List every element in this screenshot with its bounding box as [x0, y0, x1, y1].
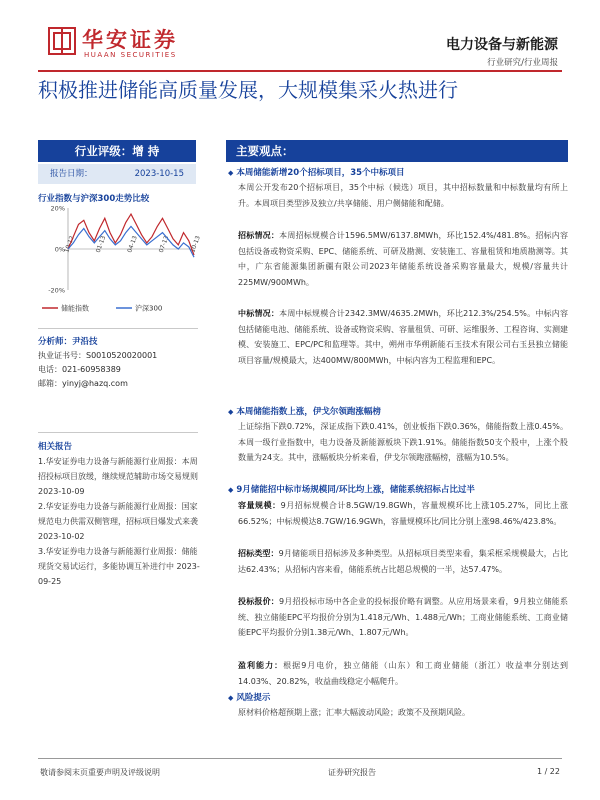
tender-type-text: 9月储能项目招标涉及多种类型。从招标项目类型来看，集采框采规模最大，占比达62.43%；从招标内容来看，储能系统占比超总规模的一半，达57.47%。 — [238, 549, 569, 574]
award-paragraph — [238, 306, 568, 368]
analyst-phone: 电话：021-60958389 — [38, 365, 121, 374]
tender-paragraph — [238, 228, 568, 290]
analyst-name: 分析师：尹沿技 — [38, 337, 98, 347]
related-reports-heading: 相关报告 — [38, 442, 73, 452]
section-3-title: ◆ 9月储能招中标市场规模同/环比均上涨，储能系统招标占比过半 — [228, 483, 475, 495]
x-tick-label: 10-12 — [63, 234, 76, 254]
legend-label: 沪深300 — [135, 304, 163, 313]
section-2-title: ◆ 本周储能指数上涨，伊戈尔领跑涨幅榜 — [228, 405, 381, 417]
key-points-heading: 主要观点： — [226, 140, 568, 162]
report-date: 2023-10-15 — [134, 169, 184, 179]
company-logo-subtext: HUAAN SECURITIES — [84, 51, 177, 59]
company-logo-text: 华安证券 — [82, 27, 178, 52]
related-report-item[interactable]: 2.华安证券电力设备与新能源行业周报：国家规范电力供需双侧管理，招标项目爆发式来袭 2023-10-02 — [38, 502, 198, 541]
chart-title: 行业指数与沪深300走势比较 — [38, 194, 150, 204]
y-tick-label: -20% — [48, 286, 65, 295]
risk-text: 原材料价格超预期上涨；汇率大幅波动风险；政策不及预期风险。 — [238, 708, 470, 717]
related-report-item[interactable]: 1.华安证券电力设备与新能源行业周报：本周招投标项目放缓，继续规范辅助市场交易规则 2023-10-09 — [38, 457, 198, 496]
bid-price-label: 投标报价： — [238, 597, 279, 606]
report-type: 行业研究/行业周报 — [487, 58, 558, 68]
report-date-label: 报告日期： — [50, 169, 93, 179]
footer-divider — [38, 758, 562, 759]
report-date-row — [38, 164, 196, 184]
side-divider — [38, 432, 198, 433]
profitability-text: 根据9月电价，独立储能（山东）和工商业储能（浙江）收益率分别达到14.03%、20.82%，收益曲线稳定小幅爬升。 — [238, 661, 569, 686]
header-divider — [38, 70, 562, 72]
bid-price-text: 9月招投标市场中各企业的投标报价略有调整。从应用场景来看，9月独立储能系统、独立储能EPC平均报价分别为1.418元/Wh、1.488元/Wh；工商业储能系统、工商业储能EPC平均报价分别1.38元/Wh、1.807元/Wh。 — [238, 597, 568, 637]
profitability-paragraph — [238, 658, 568, 689]
analyst-email[interactable]: 邮箱：yinyj@hazq.com — [38, 379, 128, 388]
x-tick-label: 07-13 — [157, 234, 171, 254]
footer-label: 证券研究报告 — [328, 768, 376, 777]
report-title: 积极推进储能高质量发展，大规模集采火热进行 — [38, 78, 458, 102]
tender-type-paragraph — [238, 546, 568, 577]
page-number: 1 / 22 — [536, 767, 560, 776]
bid-price-paragraph — [238, 594, 568, 641]
x-tick-label: 10-13 — [189, 234, 202, 254]
industry-rating: 行业评级：增 持 — [38, 140, 196, 162]
tender-text: 本周招标规模合计1596.5MW/6137.8MWh，环比152.4%/481.8%。招标内容包括设备或物资采购、EPC、储能系统、可研及勘测、安装施工、容量租赁和地质勘测等。其中，广东省能源集团新疆有限公司2023年储能系统设备采购容量最大，规模/容量共计225MW/900MWh。 — [238, 231, 569, 287]
x-tick-label: 01-13 — [94, 234, 108, 254]
risk-title: ◆ 风险提示 — [228, 691, 270, 703]
tender-label: 招标情况： — [238, 231, 280, 240]
y-tick-label: 0% — [54, 245, 65, 254]
capacity-text: 9月招标规模合计8.5GW/19.8GWh，容量规模环比上涨105.27%，同比上涨66.52%；中标规模达8.7GW/16.9GWh，容量规模环比/同比分别上涨98.46%/423.8%。 — [238, 501, 569, 526]
footer-disclaimer: 敬请参阅末页重要声明及评级说明 — [40, 768, 160, 777]
analyst-cert: 执业证书号：S0010520020001 — [38, 351, 158, 360]
legend-label: 储能指数 — [61, 304, 89, 313]
section-2-text: 上证综指下跌0.72%，深证成指下跌0.41%，创业板指下跌0.36%，储能指数上涨0.45%。本周一级行业指数中，电力设备及新能源板块下跌1.91%。储能指数50支个股中，上涨个股数量为24支。其中，涨幅板块分析来看，伊戈尔领跑涨幅榜，涨幅为10.5%。 — [238, 422, 568, 462]
tender-type-label: 招标类型： — [238, 549, 279, 558]
section-1-title: ◆ 本周储能新增20个招标项目，35个中标项目 — [228, 166, 405, 178]
y-tick-label: 20% — [50, 204, 65, 213]
capacity-label: 容量规模： — [238, 501, 281, 510]
award-label: 中标情况： — [238, 309, 280, 318]
section-1-intro: 本周公开发布20个招标项目，35个中标（候选）项目，其中招标数量和中标数量均有所上升。本周项目类型涉及独立/共享储能、用户侧储能和配储。 — [238, 183, 568, 208]
report-category: 电力设备与新能源 — [446, 37, 558, 53]
related-reports-list — [38, 454, 200, 589]
side-divider — [38, 328, 198, 329]
company-logo-icon — [48, 27, 76, 55]
capacity-paragraph — [238, 498, 568, 529]
related-report-item[interactable]: 3.华安证券电力设备与新能源行业周报：储能现货交易试运行，多能协调互补进行中 2023-09-25 — [38, 547, 200, 586]
index-comparison-chart — [38, 204, 202, 314]
award-text: 本周中标规模合计2342.3MW/4635.2MWh，环比212.3%/254.5%。中标内容包括储能电池、储能系统、设备或物资采购、容量租赁、可研、运维服务、工程咨询、实测建模、安装施工、EPC/PC和监理等。其中，朔州市华朔新能石玉技术有限公司右玉县独立储能项目容量/规模最大，达400MW/800MWh，中标内容为工程监理和EPC。 — [238, 309, 569, 365]
profitability-label: 盈利能力： — [238, 661, 284, 670]
x-tick-label: 04-13 — [126, 234, 139, 254]
